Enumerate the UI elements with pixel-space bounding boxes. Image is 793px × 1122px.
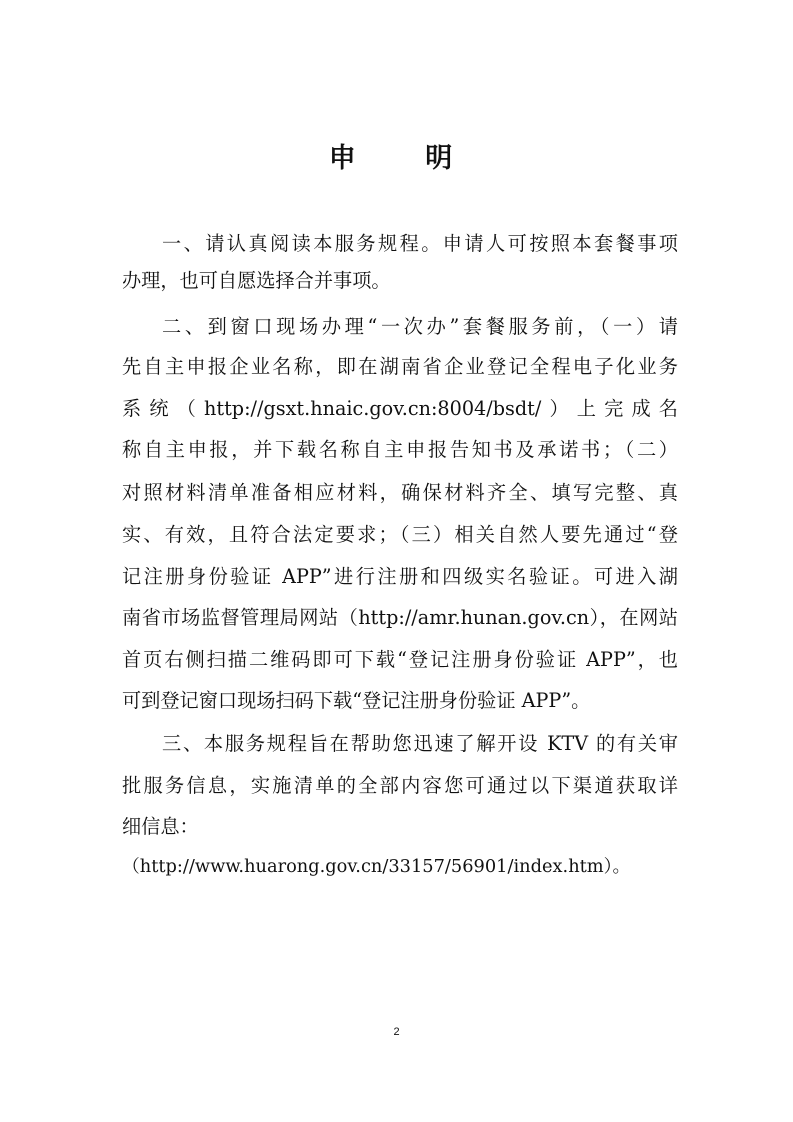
paragraph-3-line-1: 三、本服务规程旨在帮助您迅速了解开设 KTV 的有关审 (162, 732, 678, 755)
paragraph-2-line-9: 首页右侧扫描二维码即可下载“登记注册身份验证 APP”，也 (122, 648, 678, 671)
paragraph-2-line-3: 系统（http://gsxt.hnaic.gov.cn:8004/bsdt/）上完成名 (122, 397, 678, 420)
paragraph-2-line-7: 记注册身份验证 APP”进行注册和四级实名验证。可进入湖 (122, 565, 678, 588)
page-title: 申 明 (328, 143, 483, 174)
paragraph-1-line-1: 一、请认真阅读本服务规程。申请人可按照本套餐事项 (162, 232, 678, 255)
paragraph-2-line-4: 称自主申报，并下载名称自主申报告知书及承诺书；（二） (122, 438, 678, 461)
paragraph-2-line-6: 实、有效，且符合法定要求；（三）相关自然人要先通过“登 (122, 523, 678, 546)
paragraph-2-line-2: 先自主申报企业名称，即在湖南省企业登记全程电子化业务 (122, 355, 678, 378)
paragraph-2-line-10: 可到登记窗口现场扫码下载“登记注册身份验证 APP”。 (122, 689, 591, 712)
paragraph-3-line-2: 批服务信息，实施清单的全部内容您可通过以下渠道获取详 (122, 774, 678, 797)
paragraph-3-line-3: 细信息： (122, 815, 199, 838)
paragraph-2-line-1: 二、到窗口现场办理“一次办”套餐服务前，（一）请 (162, 315, 678, 338)
page-number: 2 (393, 1026, 400, 1038)
paragraph-2-line-8: 南省市场监督管理局网站（http://amr.hunan.gov.cn），在网站 (122, 606, 678, 629)
paragraph-2-line-5: 对照材料清单准备相应材料，确保材料齐全、填写完整、真 (122, 481, 678, 504)
paragraph-1-line-2: 办理，也可自愿选择合并事项。 (122, 269, 391, 292)
paragraph-3-url-line: （http://www.huarong.gov.cn/33157/56901/index.htm）。 (122, 856, 631, 877)
